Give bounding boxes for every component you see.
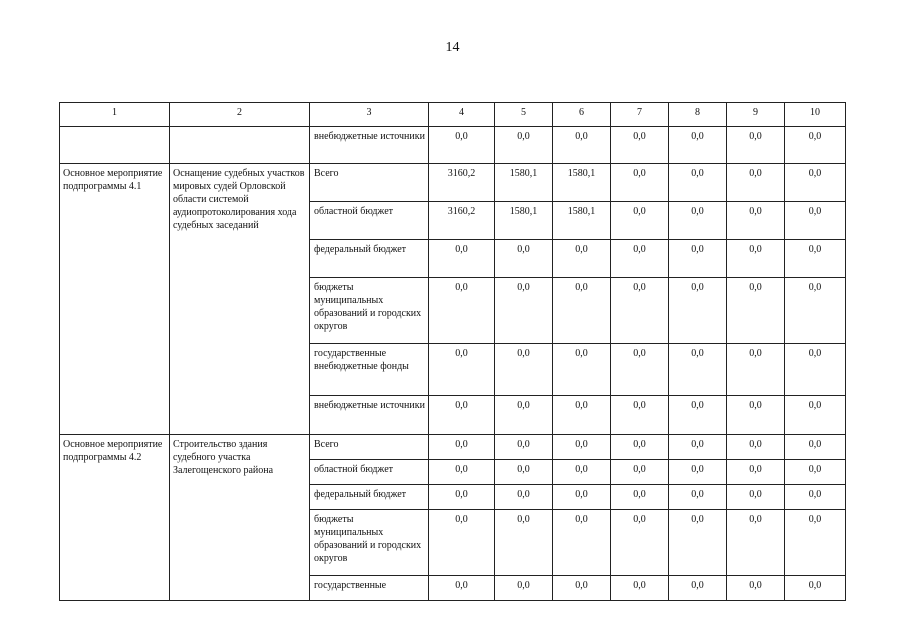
funding-source-cell: Всего xyxy=(310,164,429,202)
value-cell: 0,0 xyxy=(553,460,611,485)
value-cell: 0,0 xyxy=(429,485,495,510)
value-cell: 0,0 xyxy=(727,576,785,601)
funding-source-cell: областной бюджет xyxy=(310,202,429,240)
value-cell: 0,0 xyxy=(429,396,495,435)
value-cell: 0,0 xyxy=(727,510,785,576)
value-cell: 0,0 xyxy=(669,164,727,202)
value-cell: 0,0 xyxy=(727,164,785,202)
value-cell: 0,0 xyxy=(495,344,553,396)
value-cell: 0,0 xyxy=(553,396,611,435)
value-cell: 0,0 xyxy=(429,278,495,344)
funding-source-cell: Всего xyxy=(310,435,429,460)
value-cell: 0,0 xyxy=(669,202,727,240)
value-cell: 0,0 xyxy=(727,485,785,510)
value-cell: 3160,2 xyxy=(429,164,495,202)
funding-source-cell: внебюджетные источники xyxy=(310,127,429,164)
value-cell: 0,0 xyxy=(553,576,611,601)
value-cell: 0,0 xyxy=(611,485,669,510)
value-cell: 0,0 xyxy=(429,510,495,576)
value-cell: 0,0 xyxy=(495,278,553,344)
column-header: 1 xyxy=(60,103,170,127)
value-cell: 0,0 xyxy=(785,576,846,601)
value-cell: 0,0 xyxy=(611,510,669,576)
value-cell: 0,0 xyxy=(429,127,495,164)
funding-source-cell: бюджеты муниципальных образований и городских округов xyxy=(310,278,429,344)
funding-source-cell: государственные xyxy=(310,576,429,601)
column-header: 3 xyxy=(310,103,429,127)
funding-source-cell: государственные внебюджетные фонды xyxy=(310,344,429,396)
budget-table xyxy=(59,102,846,601)
value-cell: 0,0 xyxy=(429,344,495,396)
value-cell: 0,0 xyxy=(785,396,846,435)
page-number: 14 xyxy=(445,40,460,55)
value-cell: 0,0 xyxy=(785,202,846,240)
value-cell: 0,0 xyxy=(785,127,846,164)
value-cell: 0,0 xyxy=(785,485,846,510)
value-cell: 0,0 xyxy=(495,576,553,601)
funding-source-cell: внебюджетные источники xyxy=(310,396,429,435)
column-header: 10 xyxy=(785,103,846,127)
value-cell: 0,0 xyxy=(785,344,846,396)
value-cell: 0,0 xyxy=(553,344,611,396)
value-cell: 0,0 xyxy=(611,576,669,601)
funding-source-cell: федеральный бюджет xyxy=(310,240,429,278)
value-cell: 0,0 xyxy=(495,435,553,460)
value-cell: 0,0 xyxy=(495,396,553,435)
table-row xyxy=(60,164,846,202)
value-cell: 0,0 xyxy=(553,127,611,164)
column-header: 4 xyxy=(429,103,495,127)
value-cell: 0,0 xyxy=(429,435,495,460)
value-cell: 0,0 xyxy=(611,127,669,164)
value-cell: 0,0 xyxy=(669,344,727,396)
value-cell: 0,0 xyxy=(785,510,846,576)
value-cell: 1580,1 xyxy=(495,164,553,202)
value-cell: 0,0 xyxy=(785,278,846,344)
value-cell: 0,0 xyxy=(669,127,727,164)
measure-cell xyxy=(60,127,170,164)
table-row xyxy=(60,127,846,164)
value-cell: 0,0 xyxy=(611,202,669,240)
value-cell: 0,0 xyxy=(611,460,669,485)
value-cell: 0,0 xyxy=(611,344,669,396)
value-cell: 0,0 xyxy=(785,240,846,278)
value-cell: 0,0 xyxy=(495,510,553,576)
value-cell: 0,0 xyxy=(727,127,785,164)
value-cell: 0,0 xyxy=(429,240,495,278)
value-cell: 0,0 xyxy=(495,485,553,510)
value-cell: 0,0 xyxy=(727,435,785,460)
measure-cell: Основное мероприятие подпрограммы 4.2 xyxy=(60,435,170,601)
funding-source-cell: областной бюджет xyxy=(310,460,429,485)
value-cell: 0,0 xyxy=(669,510,727,576)
value-cell: 0,0 xyxy=(611,396,669,435)
value-cell: 0,0 xyxy=(727,278,785,344)
value-cell: 0,0 xyxy=(553,485,611,510)
value-cell: 0,0 xyxy=(785,435,846,460)
value-cell: 0,0 xyxy=(669,485,727,510)
measure-cell: Основное мероприятие подпрограммы 4.1 xyxy=(60,164,170,435)
value-cell: 0,0 xyxy=(429,576,495,601)
value-cell: 0,0 xyxy=(785,460,846,485)
table-header-row xyxy=(60,103,846,127)
value-cell: 0,0 xyxy=(495,240,553,278)
value-cell: 0,0 xyxy=(727,460,785,485)
value-cell: 0,0 xyxy=(669,278,727,344)
value-cell: 0,0 xyxy=(669,396,727,435)
value-cell: 0,0 xyxy=(553,240,611,278)
table-row xyxy=(60,435,846,460)
funding-source-cell: федеральный бюджет xyxy=(310,485,429,510)
value-cell: 0,0 xyxy=(495,460,553,485)
value-cell: 0,0 xyxy=(495,127,553,164)
column-header: 2 xyxy=(170,103,310,127)
column-header: 8 xyxy=(669,103,727,127)
value-cell: 0,0 xyxy=(785,164,846,202)
value-cell: 0,0 xyxy=(611,435,669,460)
value-cell: 0,0 xyxy=(429,460,495,485)
value-cell: 1580,1 xyxy=(553,202,611,240)
column-header: 9 xyxy=(727,103,785,127)
value-cell: 0,0 xyxy=(727,396,785,435)
column-header: 7 xyxy=(611,103,669,127)
value-cell: 0,0 xyxy=(727,202,785,240)
value-cell: 0,0 xyxy=(553,278,611,344)
description-cell xyxy=(170,127,310,164)
value-cell: 0,0 xyxy=(669,460,727,485)
value-cell: 0,0 xyxy=(611,278,669,344)
value-cell: 0,0 xyxy=(727,240,785,278)
value-cell: 0,0 xyxy=(669,240,727,278)
description-cell: Оснащение судебных участков мировых судей Орловской области системой аудиопротоколирования хода судебных заседаний xyxy=(170,164,310,435)
description-cell: Строительство здания судебного участка Залегощенского района xyxy=(170,435,310,601)
value-cell: 0,0 xyxy=(611,164,669,202)
value-cell: 0,0 xyxy=(669,435,727,460)
column-header: 5 xyxy=(495,103,553,127)
value-cell: 0,0 xyxy=(669,576,727,601)
value-cell: 0,0 xyxy=(611,240,669,278)
funding-source-cell: бюджеты муниципальных образований и городских округов xyxy=(310,510,429,576)
value-cell: 0,0 xyxy=(727,344,785,396)
value-cell: 1580,1 xyxy=(495,202,553,240)
value-cell: 0,0 xyxy=(553,510,611,576)
value-cell: 3160,2 xyxy=(429,202,495,240)
value-cell: 1580,1 xyxy=(553,164,611,202)
column-header: 6 xyxy=(553,103,611,127)
value-cell: 0,0 xyxy=(553,435,611,460)
